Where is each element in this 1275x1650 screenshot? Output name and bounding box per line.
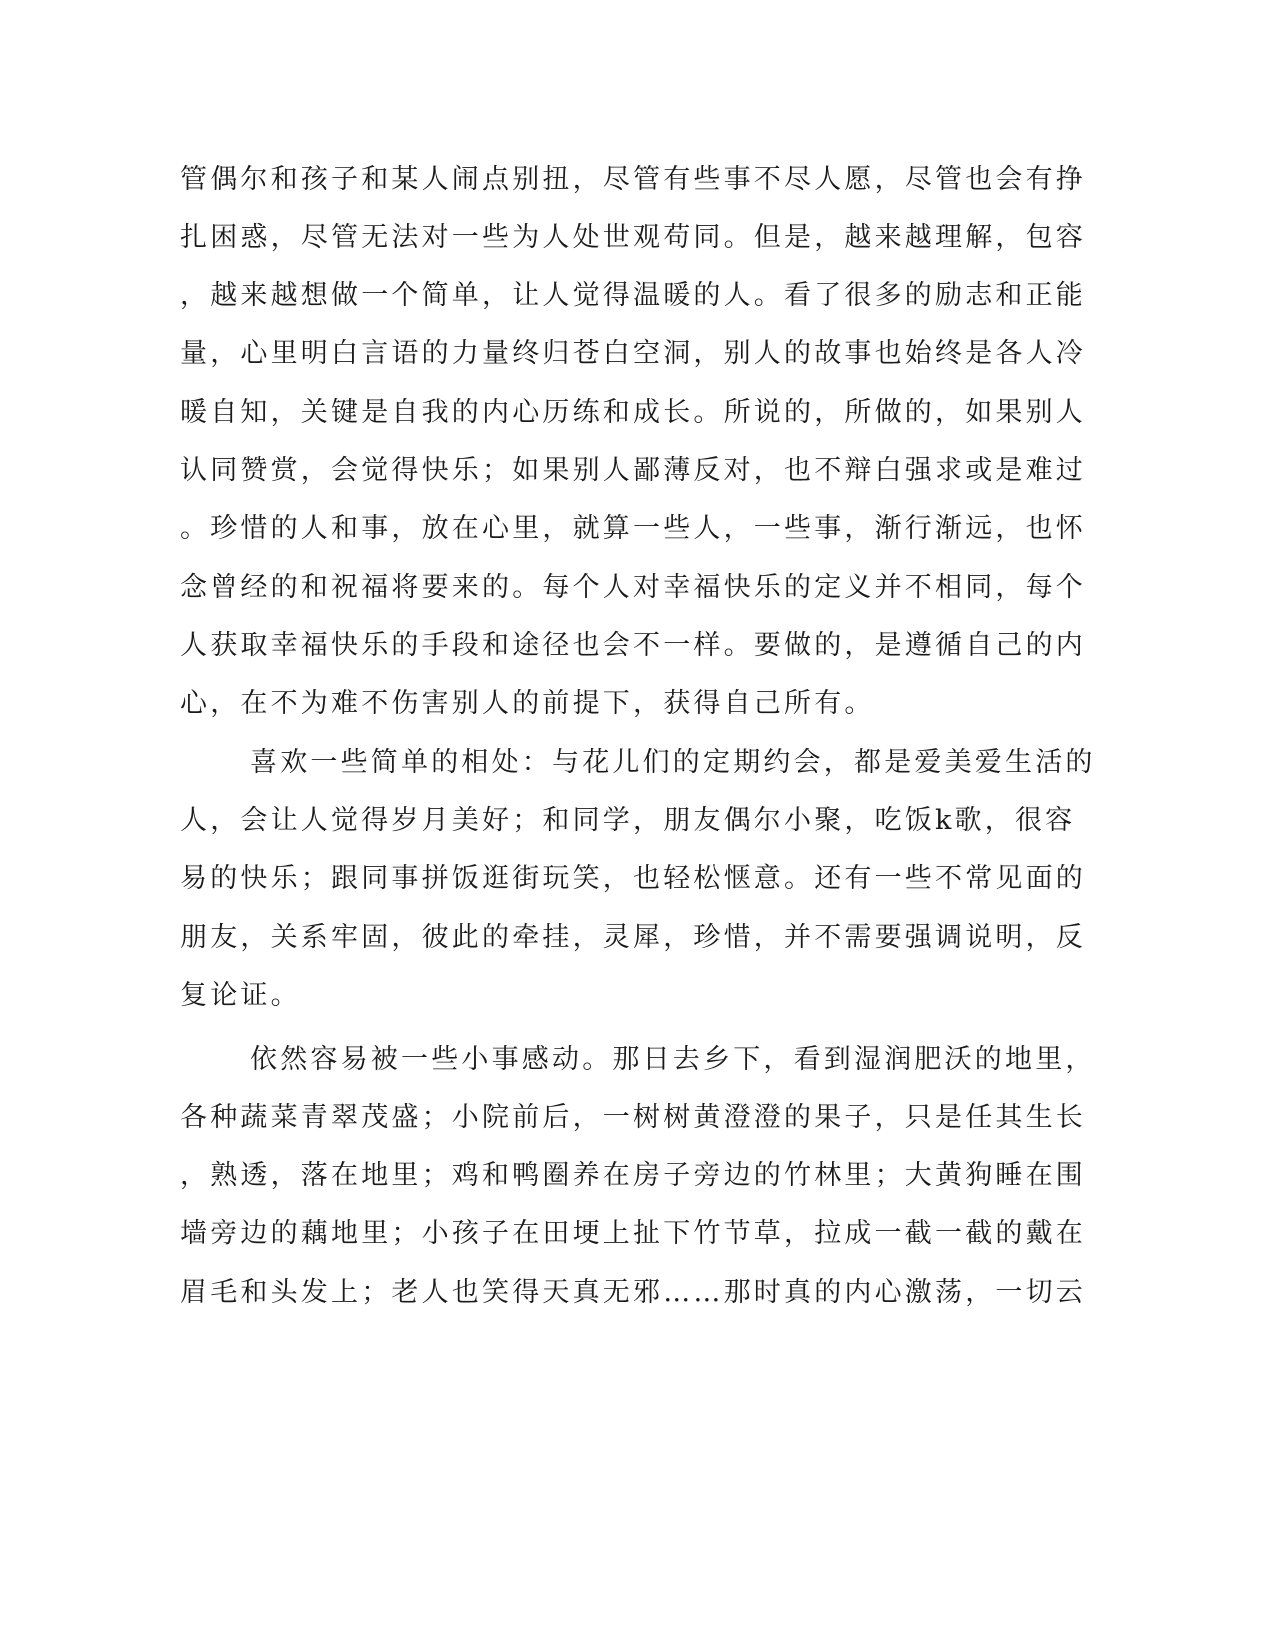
text-line: 暖自知，关键是自我的内心历练和成长。所说的，所做的，如果别人 xyxy=(180,397,1086,428)
text-line: ，熟透，落在地里；鸡和鸭圈养在房子旁边的竹林里；大黄狗睡在围 xyxy=(180,1160,1086,1191)
text-line: 认同赞赏，会觉得快乐；如果别人鄙薄反对，也不辩白强求或是难过 xyxy=(180,455,1086,486)
text-line: 易的快乐；跟同事拼饭逛街玩笑，也轻松惬意。还有一些不常见面的 xyxy=(180,863,1086,894)
paragraph-first-line: 依然容易被一些小事感动。那日去乡下，看到湿润肥沃的地里， xyxy=(250,1044,1096,1075)
text-line: 人获取幸福快乐的手段和途径也会不一样。要做的，是遵循自己的内 xyxy=(180,630,1086,661)
text-line: 墙旁边的藕地里；小孩子在田埂上扯下竹节草，拉成一截一截的戴在 xyxy=(180,1218,1086,1249)
text-line: ，越来越想做一个简单，让人觉得温暖的人。看了很多的励志和正能 xyxy=(180,280,1086,311)
text-line: 眉毛和头发上；老人也笑得天真无邪……那时真的内心激荡，一切云 xyxy=(180,1277,1086,1308)
text-line: 朋友，关系牢固，彼此的牵挂，灵犀，珍惜，并不需要强调说明，反 xyxy=(180,922,1086,953)
text-line: 复论证。 xyxy=(180,980,301,1011)
text-line: 管偶尔和孩子和某人闹点别扭，尽管有些事不尽人愿，尽管也会有挣 xyxy=(180,164,1086,195)
text-line: 心，在不为难不伤害别人的前提下，获得自己所有。 xyxy=(180,688,875,719)
text-line: 各种蔬菜青翠茂盛；小院前后，一树树黄澄澄的果子，只是任其生长 xyxy=(180,1102,1086,1133)
paragraph-first-line: 喜欢一些简单的相处：与花儿们的定期约会，都是爱美爱生活的 xyxy=(250,747,1096,778)
text-line: 扎困惑，尽管无法对一些为人处世观苟同。但是，越来越理解，包容 xyxy=(180,222,1086,253)
text-line: 人，会让人觉得岁月美好；和同学，朋友偶尔小聚，吃饭k歌，很容 xyxy=(180,805,1076,836)
text-line: 量，心里明白言语的力量终归苍白空洞，别人的故事也始终是各人冷 xyxy=(180,338,1086,369)
text-line: 念曾经的和祝福将要来的。每个人对幸福快乐的定义并不相同，每个 xyxy=(180,572,1086,603)
text-line: 。珍惜的人和事，放在心里，就算一些人，一些事，渐行渐远，也怀 xyxy=(180,513,1086,544)
